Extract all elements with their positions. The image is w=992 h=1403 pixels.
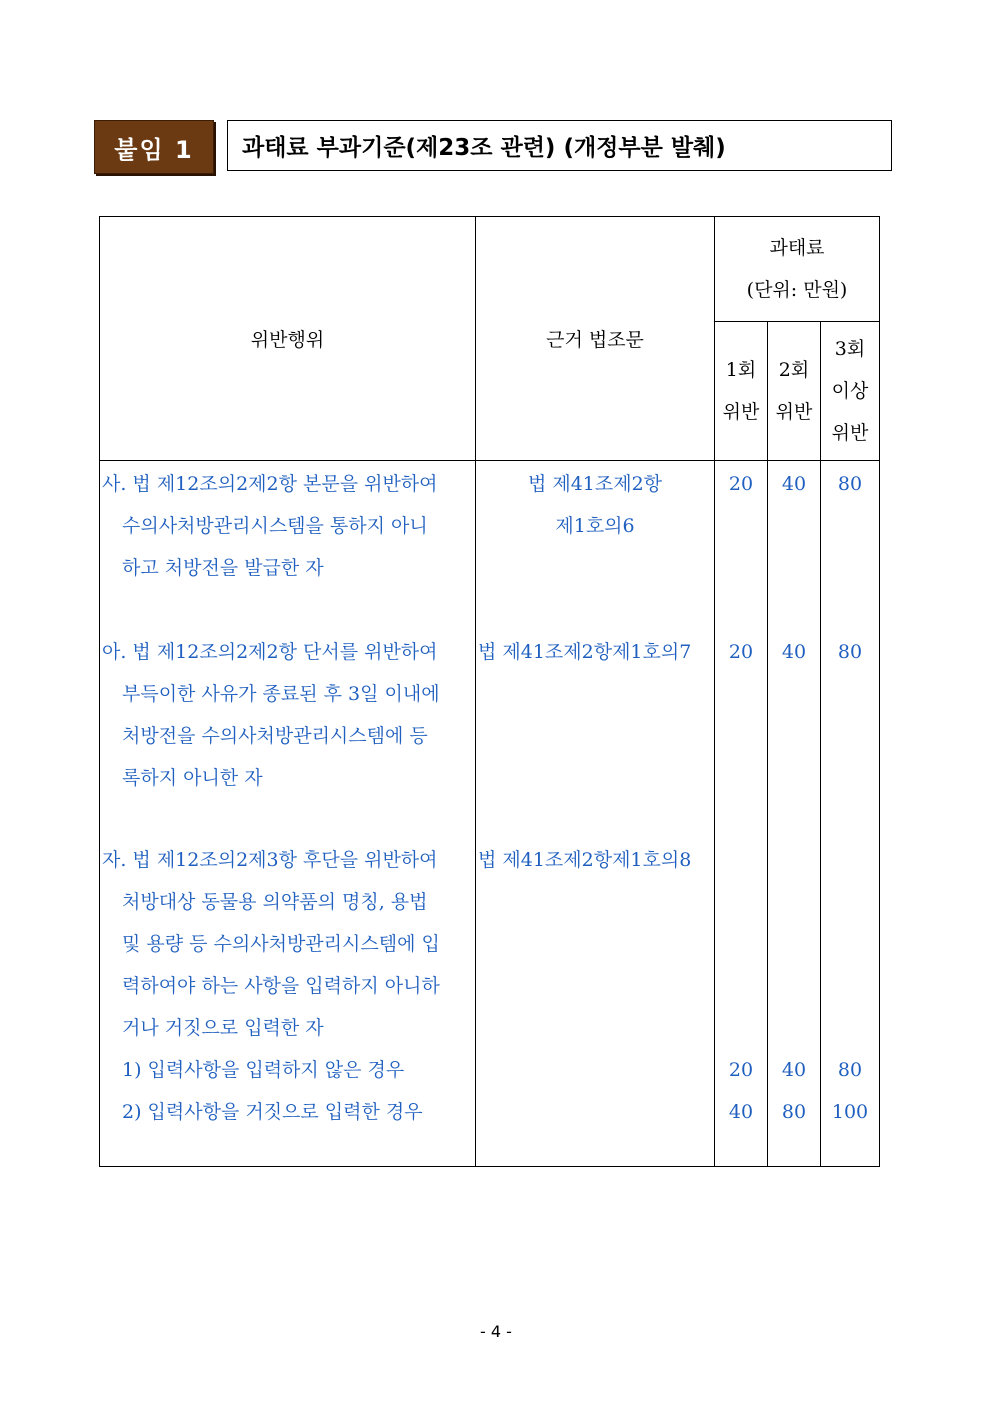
third-violation-column <box>821 461 880 1167</box>
act-line: 하고 처방전을 발급한 자 <box>122 557 324 579</box>
header-third-line2: 이상 <box>831 380 869 402</box>
fine-value: 80 <box>837 641 863 663</box>
header-third-line3: 위반 <box>831 422 869 444</box>
fine-value: 20 <box>728 1059 754 1081</box>
document-title-text: 과태료 부과기준(제23조 관련) (개정부분 발췌) <box>242 135 726 161</box>
act-line: 부득이한 사유가 종료된 후 3일 이내에 <box>122 683 440 705</box>
header-second-line2: 위반 <box>775 401 813 423</box>
header-first-line2: 위반 <box>722 401 760 423</box>
header-fine <box>715 217 880 322</box>
sub-item-label: 2) 입력사항을 거짓으로 입력한 경우 <box>122 1101 423 1123</box>
header-first-violation <box>715 322 768 461</box>
header-basis <box>476 217 715 461</box>
fine-value: 40 <box>781 473 807 495</box>
basis-line: 법 제41조제2항제1호의7 <box>478 641 692 663</box>
attachment-badge: 붙임 1 <box>94 120 214 174</box>
document-title <box>227 120 892 171</box>
fine-value: 20 <box>728 473 754 495</box>
act-line: 거나 거짓으로 입력한 자 <box>122 1017 324 1039</box>
fine-value: 40 <box>728 1101 754 1123</box>
act-line: 록하지 아니한 자 <box>122 767 263 789</box>
header-act <box>100 217 476 461</box>
fine-value: 80 <box>837 1059 863 1081</box>
header-second-line1: 2회 <box>778 359 810 381</box>
second-violation-column <box>768 461 821 1167</box>
act-line: 사. 법 제12조의2제2항 본문을 위반하여 <box>102 473 438 495</box>
act-line: 및 용량 등 수의사처방관리시스템에 입 <box>122 933 440 955</box>
first-violation-column <box>715 461 768 1167</box>
fine-criteria-table <box>99 216 880 1167</box>
header-second-violation <box>768 322 821 461</box>
act-line: 처방전을 수의사처방관리시스템에 등 <box>122 725 428 747</box>
basis-line: 법 제41조제2항 <box>527 473 663 495</box>
header-first-line1: 1회 <box>725 359 757 381</box>
sub-item-label: 1) 입력사항을 입력하지 않은 경우 <box>122 1059 405 1081</box>
act-column <box>100 461 476 1167</box>
header-act-label: 위반행위 <box>250 329 325 351</box>
header-third-violation <box>821 322 880 461</box>
fine-value: 80 <box>837 473 863 495</box>
fine-value: 100 <box>831 1101 869 1123</box>
fine-value: 40 <box>781 641 807 663</box>
act-line: 아. 법 제12조의2제2항 단서를 위반하여 <box>102 641 438 663</box>
header-third-line1: 3회 <box>834 338 866 360</box>
header-basis-label: 근거 법조문 <box>546 329 644 351</box>
basis-column <box>476 461 715 1167</box>
fine-value: 20 <box>728 641 754 663</box>
fine-value: 40 <box>781 1059 807 1081</box>
act-line: 수의사처방관리시스템을 통하지 아니 <box>122 515 428 537</box>
act-line: 력하여야 하는 사항을 입력하지 아니하 <box>122 975 440 997</box>
act-line: 처방대상 동물용 의약품의 명칭, 용법 <box>122 891 428 913</box>
basis-line: 제1호의6 <box>555 515 635 537</box>
basis-line: 법 제41조제2항제1호의8 <box>478 849 692 871</box>
page-number: - 4 - <box>480 1322 512 1341</box>
fine-value: 80 <box>781 1101 807 1123</box>
act-line: 자. 법 제12조의2제3항 후단을 위반하여 <box>102 849 438 871</box>
header-fine-label: 과태료 <box>769 237 825 259</box>
header-fine-unit: (단위: 만원) <box>746 279 848 301</box>
